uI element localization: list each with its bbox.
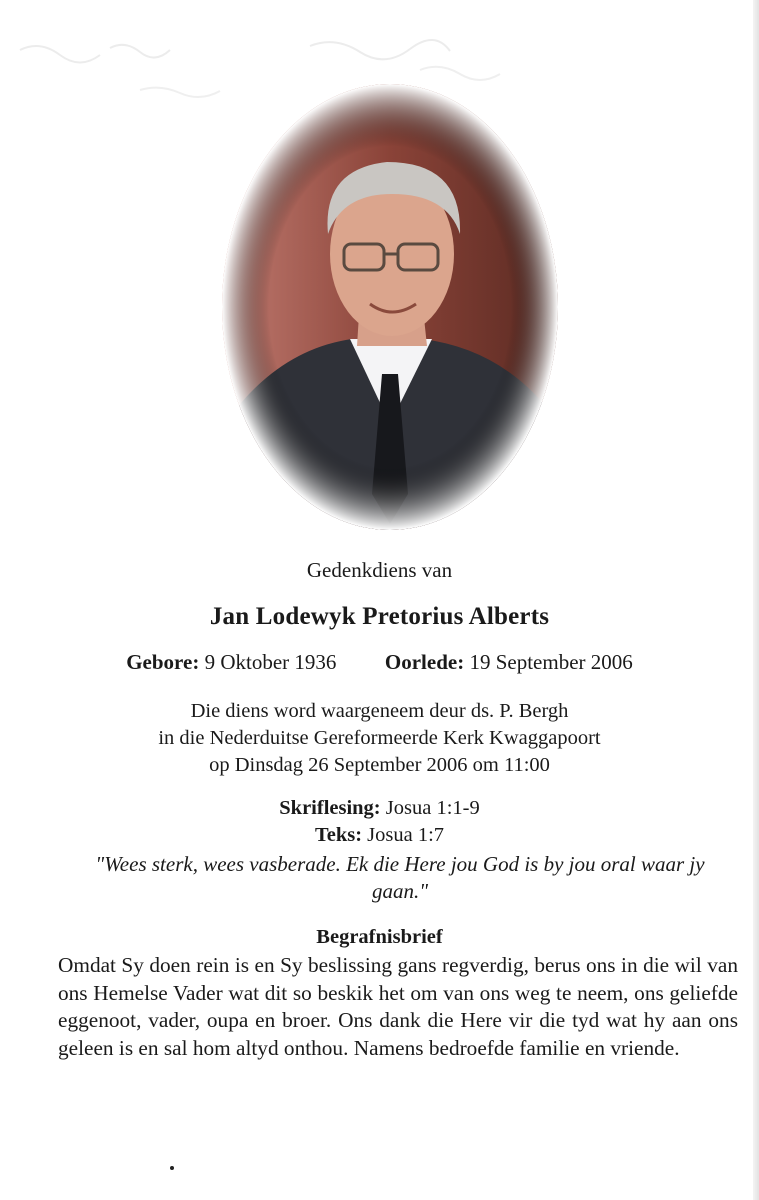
letter-body: Omdat Sy doen rein is en Sy beslissing gans regverdig, berus ons in die wil van ons Hemelse Vader wat dit so beskik het om van ons weg te neem, ons geliefde eggenoot, vader, oupa en broer. Ons dank die Here vir die tyd wat hy aan ons geleen is en sal hom altyd onthou. Namens bedroefde familie en vriende.: [58, 953, 738, 1060]
service-details: [0, 698, 759, 779]
memorial-service-intro: Gedenkdiens van: [306, 558, 453, 582]
deceased-name: Jan Lodewyk Pretorius Alberts: [209, 603, 550, 630]
service-line-3: op Dinsdag 26 September 2006 om 11:00: [209, 754, 550, 776]
text-label: Teks:: [314, 824, 363, 846]
born-date: 9 Oktober 1936: [204, 650, 337, 674]
text-line: [0, 822, 759, 849]
portrait-photo: [222, 84, 558, 530]
died-date: 19 September 2006: [469, 650, 633, 674]
reading-label: Skriflesing:: [279, 797, 381, 819]
scripture-quote: "Wees sterk, wees vasberade. Ek die Here jou God is by jou oral waar jy gaan.": [95, 852, 705, 903]
service-line-1: Die diens word waargeneem deur ds. P. Bergh: [190, 700, 569, 722]
scripture-section: [0, 795, 759, 849]
born-label: Gebore:: [126, 650, 200, 674]
paper-edge: [753, 0, 759, 1200]
stray-dot: [170, 1166, 174, 1170]
reading-line: [0, 795, 759, 822]
dates-line: [0, 650, 759, 675]
service-line-2: in die Nederduitse Gereformeerde Kerk Kwaggapoort: [158, 727, 601, 749]
reading-value: Josua 1:1-9: [385, 797, 480, 819]
text-value: Josua 1:7: [367, 824, 445, 846]
died-label: Oorlede:: [384, 650, 465, 674]
letter-title: Begrafnisbrief: [316, 926, 443, 948]
